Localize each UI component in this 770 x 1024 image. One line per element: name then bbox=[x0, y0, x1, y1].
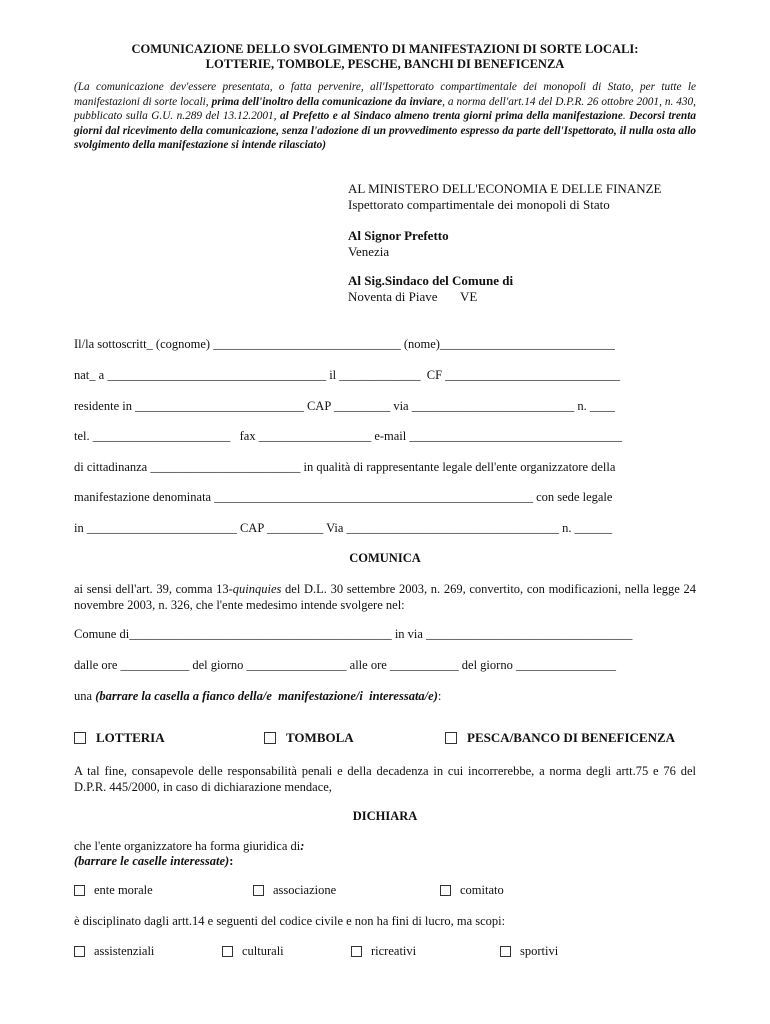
checkbox-assistenziali[interactable] bbox=[74, 946, 85, 957]
intro-note bbox=[74, 80, 696, 153]
prefetto-city: Venezia bbox=[348, 244, 390, 259]
ministry-office: Ispettorato compartimentale dei monopoli di Stato bbox=[348, 197, 610, 212]
intro-part-1: (La comunicazione dev'essere presentata, o fatta pervenire, all'Ispettorato compartimentale dei monopoli di Stato, per tutte le manifestazioni di sorte locali, bbox=[74, 81, 696, 108]
line-sede[interactable]: in ________________________ CAP _________ Via __________________________________ n. ______ bbox=[74, 521, 613, 535]
prefetto-label: Al Signor Prefetto bbox=[348, 228, 449, 243]
option-lotteria[interactable] bbox=[74, 730, 165, 745]
label-comitato: comitato bbox=[460, 883, 504, 897]
sindaco-label: Al Sig.Sindaco del Comune di bbox=[348, 273, 514, 288]
recipient-ministry bbox=[348, 181, 708, 213]
label-ricreativi: ricreativi bbox=[371, 944, 417, 958]
title-line-1: COMUNICAZIONE DELLO SVOLGIMENTO DI MANIFESTAZIONI DI SORTE LOCALI: bbox=[131, 42, 639, 56]
barrare-caselle: (barrare le caselle interessate) bbox=[74, 854, 230, 868]
comunica-text-a: ai sensi dell'art. 39, comma 13- bbox=[74, 582, 233, 596]
label-ente-morale: ente morale bbox=[94, 883, 153, 897]
line-nato[interactable]: nat_ a ___________________________________ il _____________ CF ____________________________ bbox=[74, 368, 621, 382]
dichiara-heading: DICHIARA bbox=[352, 809, 418, 823]
line-orari[interactable]: dalle ore ___________ del giorno ________________ alle ore ___________ del giorno ________________ bbox=[74, 658, 616, 672]
line-sottoscritto[interactable]: Il/la sottoscritt_ (cognome) ______________________________ (nome)____________________________ bbox=[74, 337, 615, 351]
line-comune[interactable]: Comune di__________________________________________ in via _________________________________ bbox=[74, 627, 633, 641]
checkbox-pesca[interactable] bbox=[445, 732, 457, 744]
forma-giuridica-text bbox=[74, 839, 696, 869]
checkbox-associazione[interactable] bbox=[253, 885, 264, 896]
intro-part-2: , a norma dell'art.14 del D.P.R. 26 ottobre 2001, n. 430, pubblicato sulla G.U. n.289 del 13.12.2001, bbox=[74, 95, 697, 123]
checkbox-tombola[interactable] bbox=[264, 732, 276, 744]
line-manifestazione[interactable]: manifestazione denominata ___________________________________________________ con sede legale bbox=[74, 490, 613, 504]
option-culturali[interactable] bbox=[222, 944, 284, 959]
comunica-text-italic: quinquies bbox=[232, 582, 282, 596]
option-sportivi[interactable] bbox=[500, 944, 558, 959]
checkbox-lotteria[interactable] bbox=[74, 732, 86, 744]
barrare-prefix: una bbox=[74, 689, 96, 703]
title-line-2: LOTTERIE, TOMBOLE, PESCHE, BANCHI DI BENEFICENZA bbox=[205, 57, 565, 71]
comunica-text-b: del D.L. 30 settembre 2003, n. 269, convertito, con modificazioni, nella legge 24 novembre 2003, n. 326, che l'ente medesimo intende svolgere nel: bbox=[74, 582, 696, 612]
line-contatti[interactable]: tel. ______________________ fax __________________ e-mail __________________________________ bbox=[74, 429, 622, 443]
comunica-heading: COMUNICA bbox=[349, 551, 421, 565]
checkbox-comitato[interactable] bbox=[440, 885, 451, 896]
label-sportivi: sportivi bbox=[520, 944, 559, 958]
intro-bold-1: prima dell'inoltro della comunicazione da inviare bbox=[211, 95, 443, 108]
document-title bbox=[74, 42, 696, 72]
intro-bold-2: al Prefetto e al Sindaco almeno trenta giorni prima della manifestazione bbox=[279, 110, 623, 123]
forma-colon: : bbox=[300, 839, 305, 853]
label-tombola: TOMBOLA bbox=[286, 730, 354, 745]
recipient-sindaco bbox=[348, 273, 708, 305]
comunica-text bbox=[74, 581, 696, 613]
line-cittadinanza[interactable]: di cittadinanza ________________________ in qualità di rappresentante legale dell'ente organizzatore della bbox=[74, 460, 616, 474]
option-assistenziali[interactable] bbox=[74, 944, 154, 959]
label-lotteria: LOTTERIA bbox=[96, 730, 165, 745]
line-residente[interactable]: residente in ___________________________ CAP _________ via __________________________ n. ____ bbox=[74, 399, 615, 413]
checkbox-sportivi[interactable] bbox=[500, 946, 511, 957]
checkbox-ricreativi[interactable] bbox=[351, 946, 362, 957]
sindaco-city: Noventa di Piave VE bbox=[348, 289, 478, 304]
barrare-caselle-colon: : bbox=[229, 854, 234, 868]
option-comitato[interactable] bbox=[440, 883, 504, 898]
option-associazione[interactable] bbox=[253, 883, 336, 898]
option-tombola[interactable] bbox=[264, 730, 354, 745]
disciplinato-text: è disciplinato dagli artt.14 e seguenti del codice civile e non ha fini di lucro, ma scopi: bbox=[74, 914, 506, 928]
barrare-text: (barrare la casella a fianco della/e manifestazione/i interessata/e) bbox=[95, 689, 438, 703]
forma-text: che l'ente organizzatore ha forma giuridica di bbox=[74, 839, 301, 853]
checkbox-culturali[interactable] bbox=[222, 946, 233, 957]
intro-bold-3: Decorsi trenta giorni dal ricevimento della comunicazione, senza l'adozione di un provvedimento espresso da parte dell'Ispettorato, il nulla osta allo svolgimento della manifestazione si intende rilasciato) bbox=[74, 110, 696, 152]
checkbox-ente-morale[interactable] bbox=[74, 885, 85, 896]
intro-part-3: . bbox=[622, 110, 630, 123]
barrare-colon: : bbox=[437, 689, 442, 703]
option-pesca[interactable] bbox=[445, 730, 675, 745]
ministry-name: AL MINISTERO DELL'ECONOMIA E DELLE FINANZE bbox=[348, 181, 662, 196]
option-ente-morale[interactable] bbox=[74, 883, 153, 898]
barrare-instruction bbox=[74, 689, 696, 704]
label-associazione: associazione bbox=[273, 883, 337, 897]
label-pesca: PESCA/BANCO DI BENEFICENZA bbox=[467, 730, 676, 745]
option-ricreativi[interactable] bbox=[351, 944, 416, 959]
recipient-prefetto bbox=[348, 228, 708, 260]
consapevole-text: A tal fine, consapevole delle responsabilità penali e della decadenza in cui incorrerebbe, a norma degli artt.75 e 76 del D.P.R. 445/2000, in caso di dichiarazione mendace, bbox=[74, 764, 696, 794]
label-assistenziali: assistenziali bbox=[94, 944, 155, 958]
label-culturali: culturali bbox=[242, 944, 284, 958]
